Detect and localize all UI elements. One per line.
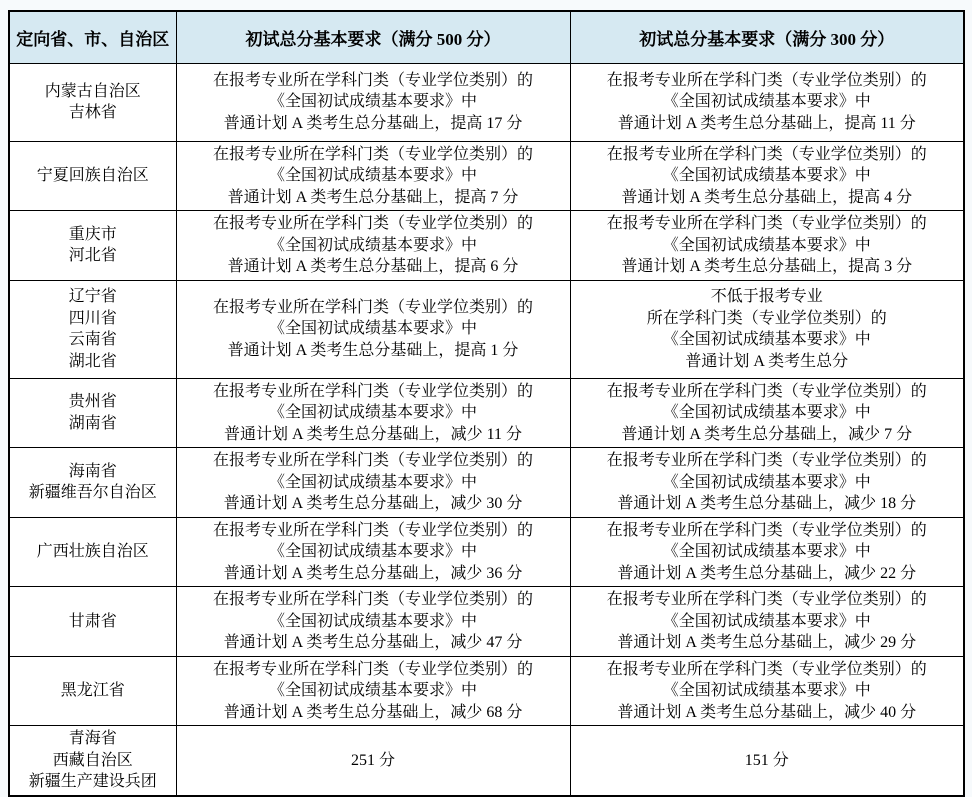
cell-line: 151 分 — [744, 751, 789, 769]
req500-cell — [176, 517, 570, 587]
cell-line: 在报考专业所在学科门类（专业学位类别）的 — [606, 215, 927, 232]
cell-line: 《全国初试成绩基本要求》中 — [662, 167, 871, 184]
region-cell — [9, 448, 176, 518]
req300-cell — [570, 63, 964, 141]
cell-line: 在报考专业所在学科门类（专业学位类别）的 — [606, 452, 927, 469]
req300-cell — [570, 141, 964, 211]
score-requirements-table — [8, 10, 965, 797]
region-cell — [9, 211, 176, 281]
table-row — [9, 280, 964, 378]
table-row — [9, 211, 964, 281]
header-req-500: 初试总分基本要求（满分 500 分） — [176, 11, 570, 63]
header-row — [9, 11, 964, 63]
req300-cell — [570, 211, 964, 281]
cell-line: 《全国初试成绩基本要求》中 — [268, 682, 477, 699]
cell-line: 在报考专业所在学科门类（专业学位类别）的 — [606, 71, 927, 89]
cell-line: 吉林省 — [68, 104, 117, 121]
region-cell — [9, 378, 176, 448]
req500-cell — [176, 211, 570, 281]
cell-line: 《全国初试成绩基本要求》中 — [268, 473, 477, 491]
req300-cell — [570, 378, 964, 448]
cell-line: 普通计划 A 类考生总分基础上，减少 29 分 — [617, 634, 917, 651]
cell-line: 《全国初试成绩基本要求》中 — [268, 93, 477, 111]
cell-line: 《全国初试成绩基本要求》中 — [268, 320, 477, 338]
cell-line: 新疆维吾尔自治区 — [28, 484, 157, 502]
cell-line: 辽宁省 — [68, 288, 117, 305]
cell-line: 在报考专业所在学科门类（专业学位类别）的 — [212, 591, 533, 608]
table-body — [9, 63, 964, 796]
cell-line: 不低于报考专业 — [710, 288, 823, 305]
cell-line: 湖南省 — [68, 414, 117, 432]
cell-line: 普通计划 A 类考生总分基础上，减少 7 分 — [621, 425, 913, 443]
cell-line: 《全国初试成绩基本要求》中 — [662, 682, 871, 699]
req500-cell — [176, 448, 570, 518]
req500-cell — [176, 141, 570, 211]
cell-line: 普通计划 A 类考生总分基础上，提高 3 分 — [621, 258, 913, 275]
cell-line: 《全国初试成绩基本要求》中 — [268, 404, 477, 421]
cell-line: 在报考专业所在学科门类（专业学位类别）的 — [606, 591, 927, 608]
cell-line: 《全国初试成绩基本要求》中 — [662, 473, 871, 491]
cell-line: 新疆生产建设兵团 — [28, 773, 157, 790]
cell-line: 《全国初试成绩基本要求》中 — [662, 404, 871, 421]
table-row — [9, 378, 964, 448]
cell-line: 《全国初试成绩基本要求》中 — [662, 93, 871, 111]
cell-line: 云南省 — [68, 331, 117, 348]
req500-cell — [176, 63, 570, 141]
cell-line: 湖北省 — [68, 352, 117, 370]
req300-cell — [570, 517, 964, 587]
req500-cell — [176, 378, 570, 448]
req500-cell — [176, 726, 570, 796]
cell-line: 在报考专业所在学科门类（专业学位类别）的 — [212, 71, 533, 89]
cell-line: 在报考专业所在学科门类（专业学位类别）的 — [606, 521, 927, 539]
cell-line: 在报考专业所在学科门类（专业学位类别）的 — [606, 382, 927, 400]
req500-cell — [176, 587, 570, 657]
cell-line: 普通计划 A 类考生总分基础上，提高 6 分 — [227, 258, 519, 275]
region-cell — [9, 141, 176, 211]
cell-line: 在报考专业所在学科门类（专业学位类别）的 — [212, 660, 533, 678]
cell-line: 《全国初试成绩基本要求》中 — [662, 236, 871, 254]
cell-line: 在报考专业所在学科门类（专业学位类别）的 — [606, 145, 927, 163]
cell-line: 普通计划 A 类考生总分基础上，减少 11 分 — [223, 425, 523, 443]
cell-line: 普通计划 A 类考生总分基础上，提高 11 分 — [617, 114, 916, 132]
cell-line: 在报考专业所在学科门类（专业学位类别）的 — [212, 382, 533, 400]
cell-line: 在报考专业所在学科门类（专业学位类别）的 — [212, 215, 533, 232]
cell-line: 四川省 — [68, 309, 117, 327]
cell-line: 在报考专业所在学科门类（专业学位类别）的 — [212, 145, 533, 163]
cell-line: 广西壮族自治区 — [36, 543, 149, 560]
cell-line: 普通计划 A 类考生总分基础上，提高 17 分 — [223, 114, 523, 132]
region-cell — [9, 63, 176, 141]
cell-line: 普通计划 A 类考生总分基础上，减少 22 分 — [617, 564, 917, 582]
cell-line: 在报考专业所在学科门类（专业学位类别）的 — [212, 452, 533, 469]
cell-line: 普通计划 A 类考生总分基础上，减少 68 分 — [223, 703, 523, 721]
cell-line: 普通计划 A 类考生总分基础上，提高 7 分 — [227, 188, 519, 206]
region-cell — [9, 280, 176, 378]
cell-line: 在报考专业所在学科门类（专业学位类别）的 — [606, 660, 927, 678]
cell-line: 普通计划 A 类考生总分基础上，提高 1 分 — [227, 341, 519, 359]
cell-line: 普通计划 A 类考生总分基础上，减少 18 分 — [617, 495, 917, 512]
req500-cell — [176, 656, 570, 726]
cell-line: 普通计划 A 类考生总分基础上，减少 36 分 — [223, 564, 523, 582]
cell-line: 《全国初试成绩基本要求》中 — [662, 612, 871, 630]
cell-line: 青海省 — [68, 730, 117, 747]
cell-line: 普通计划 A 类考生总分基础上，减少 40 分 — [617, 703, 917, 721]
cell-line: 《全国初试成绩基本要求》中 — [268, 167, 477, 184]
cell-line: 251 分 — [350, 751, 395, 769]
cell-line: 《全国初试成绩基本要求》中 — [268, 612, 477, 630]
req300-cell — [570, 448, 964, 518]
table-row — [9, 448, 964, 518]
cell-line: 甘肃省 — [68, 612, 117, 630]
req300-cell — [570, 726, 964, 796]
region-cell — [9, 587, 176, 657]
cell-line: 贵州省 — [68, 393, 117, 411]
req300-cell — [570, 656, 964, 726]
table-row — [9, 656, 964, 726]
cell-line: 内蒙古自治区 — [44, 82, 141, 100]
cell-line: 所在学科门类（专业学位类别）的 — [646, 309, 887, 327]
cell-line: 《全国初试成绩基本要求》中 — [268, 236, 477, 254]
cell-line: 黑龙江省 — [60, 682, 125, 699]
region-cell — [9, 726, 176, 796]
cell-line: 《全国初试成绩基本要求》中 — [662, 543, 871, 560]
table-row — [9, 726, 964, 796]
req300-cell — [570, 280, 964, 378]
req300-cell — [570, 587, 964, 657]
cell-line: 重庆市 — [68, 225, 117, 243]
region-cell — [9, 517, 176, 587]
cell-line: 普通计划 A 类考生总分 — [685, 352, 849, 370]
cell-line: 普通计划 A 类考生总分基础上，减少 47 分 — [223, 634, 523, 651]
cell-line: 《全国初试成绩基本要求》中 — [268, 543, 477, 560]
cell-line: 在报考专业所在学科门类（专业学位类别）的 — [212, 298, 533, 316]
cell-line: 海南省 — [68, 462, 117, 480]
cell-line: 河北省 — [68, 247, 117, 265]
table-row — [9, 141, 964, 211]
cell-line: 在报考专业所在学科门类（专业学位类别）的 — [212, 521, 533, 539]
cell-line: 西藏自治区 — [52, 751, 133, 769]
cell-line: 《全国初试成绩基本要求》中 — [662, 331, 871, 348]
table-row — [9, 587, 964, 657]
cell-line: 宁夏回族自治区 — [36, 167, 149, 184]
header-req-300: 初试总分基本要求（满分 300 分） — [570, 11, 964, 63]
cell-line: 普通计划 A 类考生总分基础上，提高 4 分 — [621, 188, 913, 206]
table-row — [9, 517, 964, 587]
region-cell — [9, 656, 176, 726]
table-row — [9, 63, 964, 141]
header-region: 定向省、市、自治区 — [9, 11, 176, 63]
req500-cell — [176, 280, 570, 378]
cell-line: 普通计划 A 类考生总分基础上，减少 30 分 — [223, 495, 523, 512]
